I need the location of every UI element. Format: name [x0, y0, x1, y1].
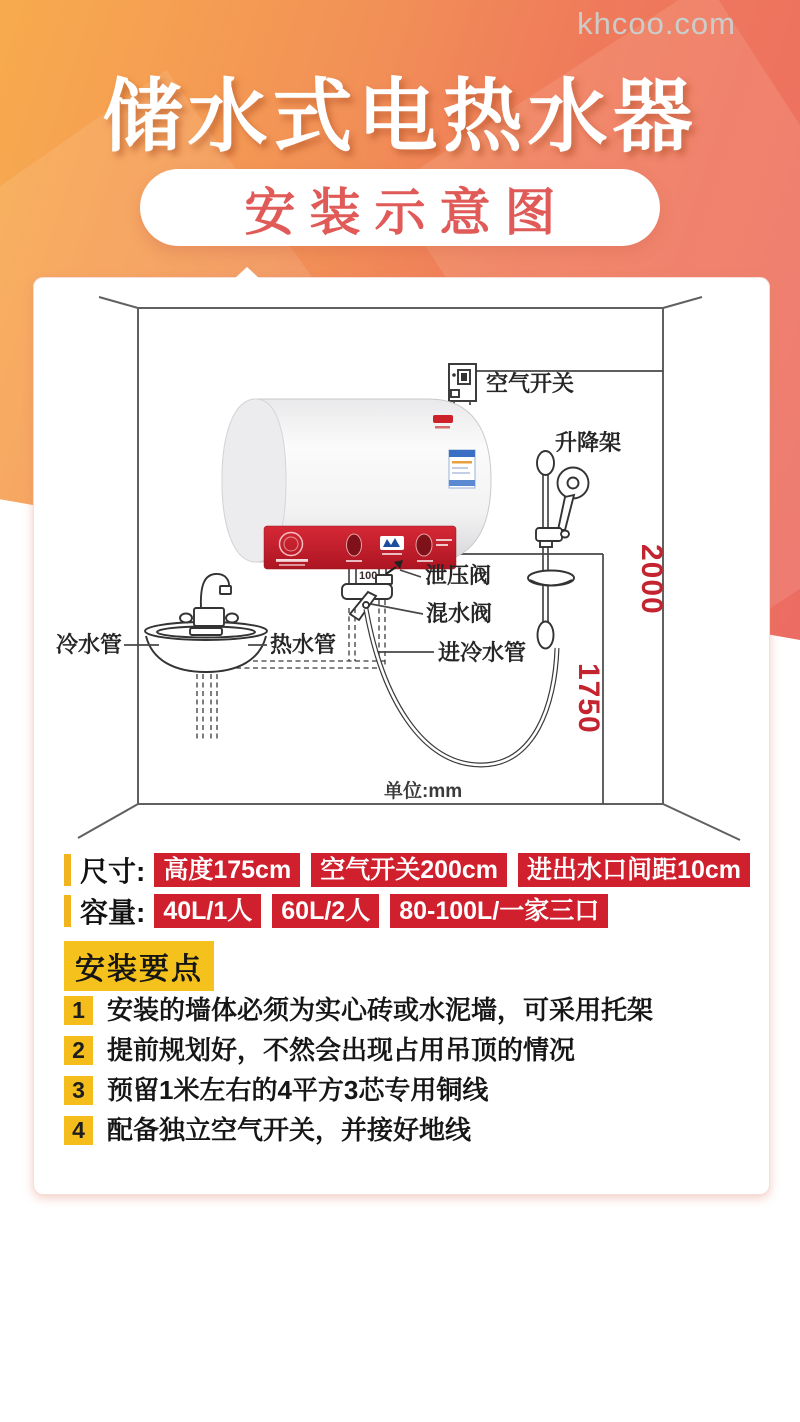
mixing-valve-label: 混水阀: [426, 601, 493, 626]
size-spec-row: [64, 851, 761, 888]
size-label: 尺寸:: [80, 855, 146, 887]
capacity-spec-row: [64, 892, 619, 929]
item-text: 配备独立空气开关，并接好地线: [107, 1115, 472, 1145]
shower-head-icon: [558, 468, 589, 531]
unit-label: 单位:mm: [384, 781, 463, 802]
pipe-spacing-value: 100: [359, 570, 378, 582]
item-text: 提前规划好，不然会出现占用吊顶的情况: [107, 1035, 576, 1065]
points-list: [64, 995, 754, 1155]
item-text: 预留1米左右的4平方3芯专用铜线: [107, 1075, 489, 1105]
watermark-text: khcoo.com: [577, 6, 736, 41]
item-number-badge: 3: [64, 1076, 93, 1105]
brand-logo: [433, 415, 453, 429]
lift-rack-label: 升降架: [555, 430, 622, 455]
subtitle-text: 安装示意图: [244, 183, 570, 241]
yellow-accent-bar: [64, 854, 71, 886]
faucet-icon: [180, 574, 238, 626]
hot-pipe-label: 热水管: [270, 632, 337, 657]
content-card: [33, 277, 770, 1195]
capacity-badge: 40L/1人: [154, 894, 261, 928]
item-text: 安装的墙体必须为实心砖或水泥墙，可采用托架: [107, 995, 654, 1025]
subtitle-pill: [140, 169, 660, 246]
air-switch-icon: [449, 364, 476, 405]
air-switch-label: 空气开关: [486, 371, 575, 396]
dimension-2000: 2000: [635, 544, 668, 615]
cold-pipe-label: 冷水管: [56, 632, 123, 657]
water-heater: [222, 399, 491, 569]
capacity-badge: 60L/2人: [272, 894, 379, 928]
shower-lift-rack: [528, 451, 589, 649]
list-item: [64, 995, 754, 1026]
installation-diagram: [34, 278, 769, 848]
points-section-title: 安装要点: [64, 941, 214, 991]
capacity-badge: 80-100L/一家三口: [390, 894, 608, 928]
yellow-accent-bar: [64, 895, 71, 927]
size-badge: 空气开关200cm: [311, 853, 507, 887]
item-number-badge: 1: [64, 996, 93, 1025]
shower-hose: [366, 609, 557, 765]
size-badge: 高度175cm: [154, 853, 300, 887]
capacity-label: 容量:: [80, 896, 146, 928]
list-item: [64, 1115, 754, 1146]
cold-inlet-label: 进冷水管: [438, 640, 527, 665]
item-number-badge: 4: [64, 1116, 93, 1145]
energy-label-sticker: [449, 450, 475, 488]
sink: [145, 574, 267, 672]
item-number-badge: 2: [64, 1036, 93, 1065]
dimension-1750: 1750: [572, 663, 605, 734]
relief-valve-label: 泄压阀: [425, 563, 492, 588]
list-item: [64, 1075, 754, 1106]
size-badge: 进出水口间距10cm: [518, 853, 750, 887]
list-item: [64, 1035, 754, 1066]
page-title: 储水式电热水器: [102, 72, 698, 161]
